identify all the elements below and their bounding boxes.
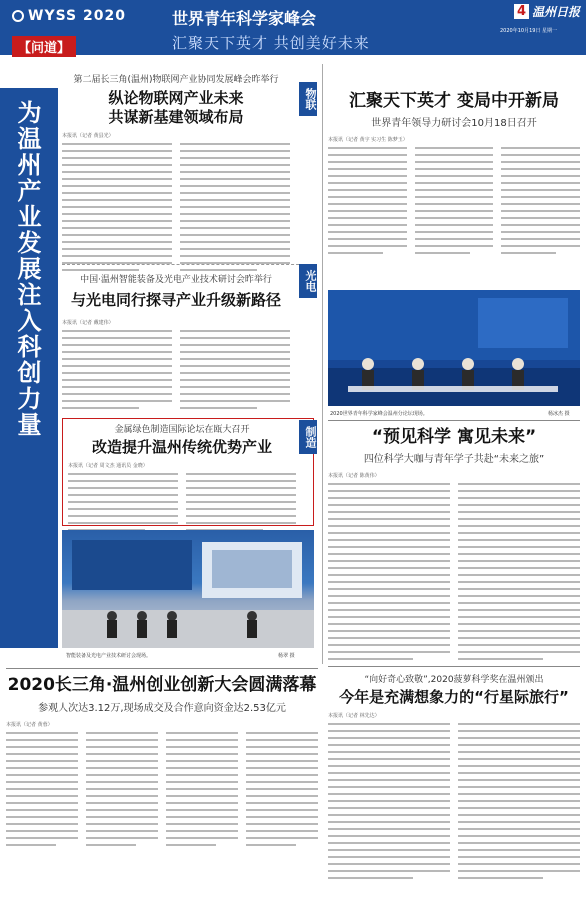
article-byline: 本报讯（记者 黄县光） [62,133,114,139]
column-tag: 【问道】 [12,36,76,57]
logo-mark-icon [12,10,24,22]
article-pineapple-science [328,672,580,884]
page-number: 4 [514,4,529,19]
paper-name: 温州日报 [532,5,581,19]
article-kicker: “向好奇心致敬”,2020菠萝科学奖在温州颁出 [364,675,544,685]
article-leadership [328,92,580,259]
article-headline: 2020长三角·温州创业创新大会圆满落幕 [7,675,317,695]
article-photoelectric [62,272,290,414]
article-body [62,143,290,276]
panel-illustration [328,290,580,406]
article-kicker: 中国·温州智能装备及光电产业技术研讨会昨举行 [80,275,272,285]
divider [328,420,580,421]
article-headline: 改造提升温州传统优势产业 [91,438,272,456]
article-subheadline: 参观人次达3.12万,现场成交及合作意向资金达2.53亿元 [38,703,286,714]
side-tag-photoelectric: 光电 [299,264,317,298]
article-kicker: 第二届长三角(温州)物联网产业协同发展峰会昨举行 [73,75,279,85]
article-headline: 纵论物联网产业未来 [108,89,244,107]
divider [6,668,318,669]
article-byline: 本报讯（记者 周文杰 通讯员 金晓） [68,463,148,469]
photo-forum-stage [62,530,314,648]
divider [328,666,580,667]
article-subheadline: 四位科学大咖与青年学子共赴“未来之旅” [363,454,545,465]
photo-caption: 智能装备及光电产业技术研讨会现场。 [66,653,152,659]
article-byline: 本报讯（记者 陈黄伟） [328,473,380,479]
article-headline: 与光电同行探寻产业升级新路径 [70,291,281,309]
article-headline: 汇聚天下英才 变局中开新局 [349,91,559,111]
article-kicker: 金属绿色制造国际论坛在瓯大召开 [114,425,250,435]
article-subheadline: 世界青年领导力研讨会10月18日召开 [371,118,537,129]
article-headline-2: 共谋新基建领域布局 [108,108,244,126]
photo-credit: 杨翠 摄 [278,653,295,659]
article-body [62,330,290,414]
article-headline: “预见科学 寓见未来” [371,427,537,447]
article-body [328,483,580,665]
article-future-science [328,428,580,665]
article-byline: 本报讯（记者 戴建伟） [62,320,114,326]
article-body [6,732,318,851]
photo-caption: 2020世界青年科学家峰会温州分论坛现场。 [330,411,428,417]
photo-credit: 杨冰杰 摄 [548,411,570,417]
conference-slogan: 汇聚天下英才 共创美好未来 [172,34,370,52]
divider [62,264,314,265]
conference-title: 世界青年科学家峰会 [172,9,317,28]
column-divider [322,64,323,664]
wyss-logo: WYSS 2020 [12,8,126,24]
stage-illustration [62,530,314,648]
photo-panel-stage [328,290,580,406]
article-byline: 本报讯（记者 黄蓉） [6,722,53,728]
article-body [328,147,580,259]
date-line: 2020年10月19日 星期一 [500,28,558,34]
side-tag-iot: 物联 [299,82,317,116]
vertical-title: 为温州产业发展注入科创力量 [13,100,41,438]
article-body [328,723,580,884]
article-byline: 本报讯（记者 黄宇 实习生 陈梦玉） [328,137,408,143]
article-byline: 本报讯（记者 林先达） [328,713,380,719]
article-headline: 今年是充满想象力的“行星际旅行” [339,688,569,706]
article-manufacturing [68,422,296,536]
article-iot [62,72,290,276]
article-innovation-fair [6,676,318,851]
side-tag-manufacturing: 制造 [299,420,317,454]
article-body [68,473,296,536]
